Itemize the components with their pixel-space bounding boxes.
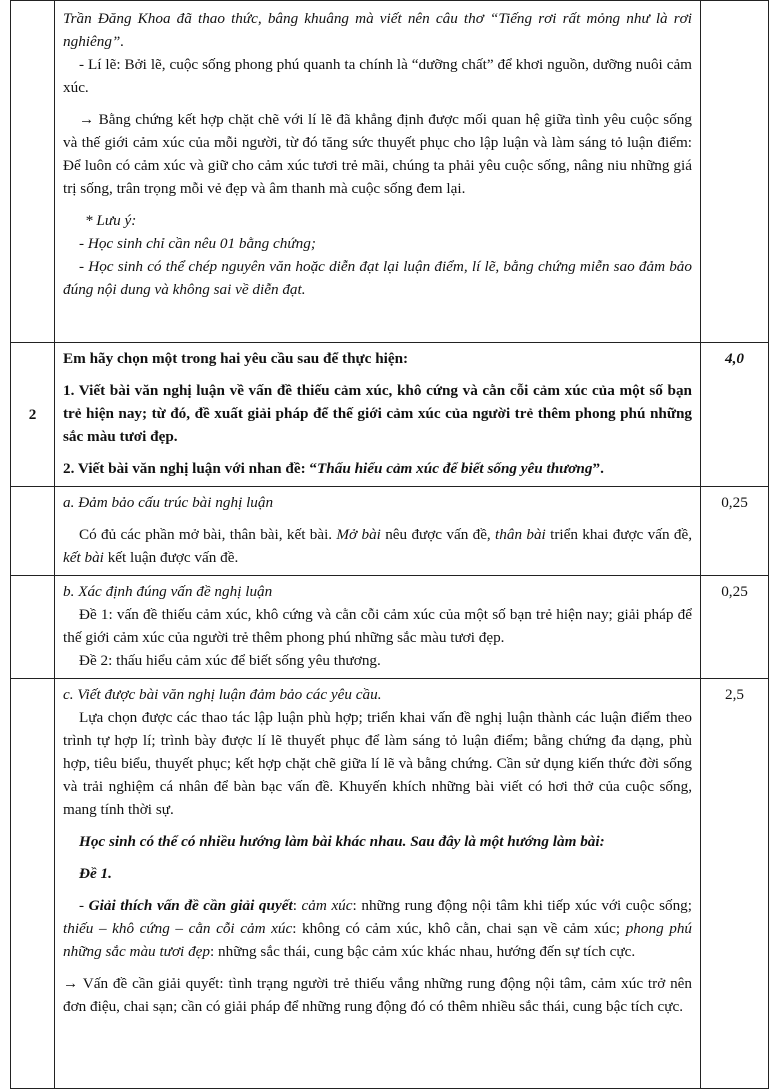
row-content [55, 576, 701, 679]
row-content [55, 343, 701, 487]
score-cell: 0,25 [701, 576, 769, 679]
table-row [11, 487, 769, 576]
table-row [11, 1, 769, 343]
paragraph: - Giải thích vấn đề cần giải quyết: cảm xúc: những rung động nội tâm khi tiếp xúc với cuộc sống; thiếu – khô cứng – cằn cỗi cảm xúc: không có cảm xúc, khô cằn, chai sạn về cảm xúc; phong phú những sắc màu tươi đẹp: những sắc thái, cung bậc cảm xúc khác nhau, hướng đến sự tích cực. [63, 897, 693, 960]
score-cell: 2,5 [701, 679, 769, 1089]
paragraph: → Vấn đề cần giải quyết: tình trạng người trẻ thiếu vắng những rung động nội tâm, cảm xúc trở nên đơn điệu, chai sạn; cần có giải pháp để những rung động đó có thêm nhiều sắc thái, cung bậc tích cực. [63, 975, 692, 1015]
row-content [55, 487, 701, 576]
question-prompt: Em hãy chọn một trong hai yêu cầu sau để thực hiện: [63, 350, 409, 367]
score-cell [701, 1, 769, 343]
paragraph: Đề 2: thấu hiểu cảm xúc để biết sống yêu thương. [79, 652, 381, 669]
score-cell: 4,0 [701, 343, 769, 487]
topic-heading: Đề 1. [79, 865, 112, 882]
row-number-cell [11, 576, 55, 679]
paragraph: Có đủ các phần mở bài, thân bài, kết bài. Mở bài nêu được vấn đề, thân bài triển khai được vấn đề, kết bài kết luận được vấn đề. [63, 526, 692, 566]
note-item: - Học sinh có thể chép nguyên văn hoặc diễn đạt lại luận điểm, lí lẽ, bằng chứng miễn sao đảm bảo đúng nội dung và không sai về diễn đạt. [63, 258, 692, 298]
paragraph: - Lí lẽ: Bởi lẽ, cuộc sống phong phú quanh ta chính là “dưỡng chất” để khơi nguồn, dưỡng nuôi cảm xúc. [63, 56, 692, 96]
answer-key-table [10, 0, 769, 1089]
criterion-heading: c. Viết được bài văn nghị luận đảm bảo các yêu cầu. [63, 686, 382, 703]
criterion-heading: b. Xác định đúng vấn đề nghị luận [63, 583, 273, 600]
paragraph: → Bằng chứng kết hợp chặt chẽ với lí lẽ đã khẳng định được mối quan hệ giữa tình yêu cuộc sống và thế giới cảm xúc của mỗi người, từ đó tăng sức thuyết phục cho lập luận và làm sáng tỏ luận điểm: Để luôn có cảm xúc và giữ cho cảm xúc tươi trẻ mãi, chúng ta phải yêu cuộc sống, nâng niu những giá trị sống, trân trọng mỗi vẻ đẹp và âm thanh mà cuộc sống đem lại. [63, 111, 692, 197]
paragraph: Đề 1: vấn đề thiếu cảm xúc, khô cứng và cằn cỗi cảm xúc của một số bạn trẻ hiện nay; giải pháp để thế giới cảm xúc của người trẻ thêm phong phú những sắc màu tươi đẹp. [63, 606, 692, 646]
note-item: - Học sinh chỉ cần nêu 01 bằng chứng; [79, 235, 316, 252]
row-content [55, 1, 701, 343]
row-number-cell [11, 1, 55, 343]
paragraph: Lựa chọn được các thao tác lập luận phù hợp; triển khai vấn đề nghị luận thành các luận điểm theo trình tự hợp lí; trình bày được lí lẽ thuyết phục để làm sáng tỏ luận điểm; bằng chứng đa dạng, phù hợp, tiêu biểu, thuyết phục; kết hợp chặt chẽ giữa lí lẽ và bằng chứng. Cần sử dụng kiến thức đời sống và trải nghiệm cá nhân để bàn bạc vấn đề. Khuyến khích những bài viết có hơi thở của cuộc sống, mang tính thời sự. [63, 709, 692, 818]
question-number: 2 [11, 343, 55, 487]
row-content [55, 679, 701, 1089]
row-number-cell [11, 679, 55, 1089]
table-row [11, 679, 769, 1089]
note-heading: * Lưu ý: [85, 212, 137, 229]
criterion-heading: a. Đảm bảo cấu trúc bài nghị luận [63, 494, 274, 511]
row-number-cell [11, 487, 55, 576]
score-cell: 0,25 [701, 487, 769, 576]
table-row [11, 576, 769, 679]
paragraph: Trần Đăng Khoa đã thao thức, bâng khuâng mà viết nên câu thơ “Tiếng rơi rất mỏng như là rơi nghiêng”. [63, 10, 692, 50]
option-1: 1. Viết bài văn nghị luận về vấn đề thiếu cảm xúc, khô cứng và cằn cỗi cảm xúc của một số bạn trẻ hiện nay; từ đó, đề xuất giải pháp để thế giới cảm xúc của người trẻ thêm phong phú những sắc màu tươi đẹp. [63, 382, 692, 445]
table-row [11, 343, 769, 487]
paragraph: Học sinh có thể có nhiều hướng làm bài khác nhau. Sau đây là một hướng làm bài: [79, 833, 605, 850]
option-2: 2. Viết bài văn nghị luận với nhan đề: “Thấu hiểu cảm xúc để biết sống yêu thương”. [63, 460, 604, 477]
